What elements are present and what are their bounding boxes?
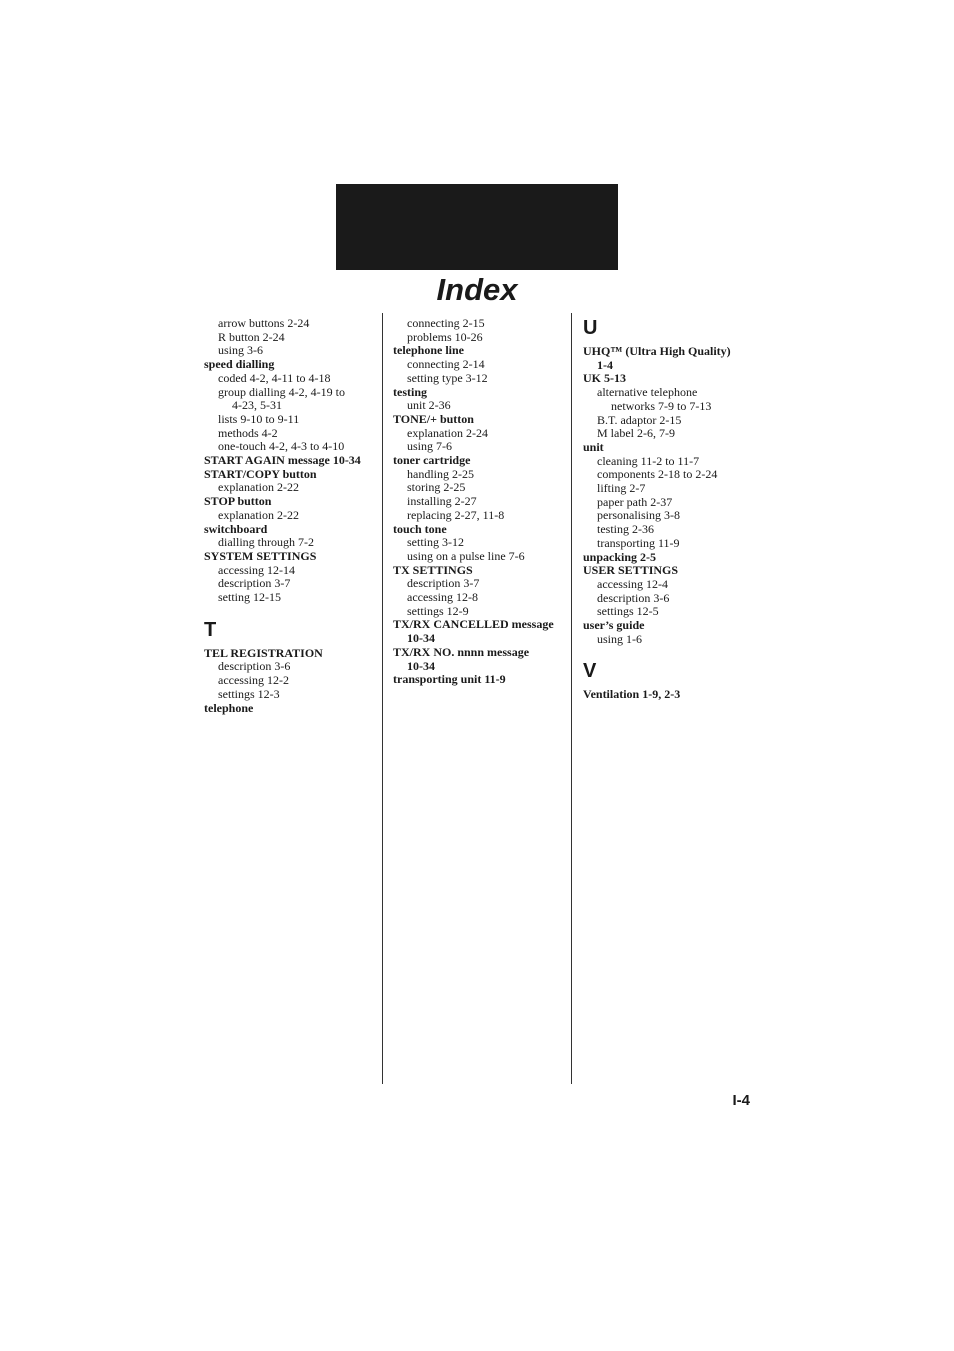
index-subentry: cleaning 11-2 to 11-7 [597,453,700,468]
column-divider [571,313,572,1084]
index-entry-continuation: 10-34 [407,658,435,673]
index-subentry: M label 2-6, 7-9 [597,426,675,441]
index-subentry: coded 4-2, 4-11 to 4-18 [218,370,331,385]
index-subentry: lifting 2-7 [597,481,646,496]
index-subentry: problems 10-26 [407,329,483,344]
index-subentry: explanation 2-22 [218,507,299,522]
index-entry: TEL REGISTRATION [204,645,323,660]
section-letter: T [204,618,217,641]
index-subentry: connecting 2-14 [407,357,485,372]
index-subentry: B.T. adaptor 2-15 [597,412,682,427]
index-column-2 [393,317,565,687]
index-subentry: components 2-18 to 2-24 [597,467,718,482]
index-entry: touch tone [393,521,447,536]
section-letter: U [583,317,598,339]
header-black-box [336,184,618,270]
page-number: I-4 [732,1092,750,1109]
index-entry: Ventilation 1-9, 2-3 [583,687,681,702]
index-column-3 [583,317,755,702]
index-entry: telephone [204,700,254,715]
index-subentry: dialling through 7-2 [218,535,314,550]
index-subentry: description 3-6 [597,590,670,605]
index-subentry: connecting 2-15 [407,316,485,330]
index-subentry: accessing 12-4 [597,576,668,591]
index-subentry: setting 3-12 [407,535,464,550]
index-entry: transporting unit 11-9 [393,672,506,687]
index-subentry: accessing 12-2 [218,673,289,688]
index-subentry: paper path 2-37 [597,494,673,509]
index-subentry: settings 12-3 [218,686,280,701]
index-entry: telephone line [393,343,464,358]
index-subentry: unit 2-36 [407,398,451,413]
index-subentry: setting type 3-12 [407,370,488,385]
index-subentry: one-touch 4-2, 4-3 to 4-10 [218,439,345,454]
column-divider [382,313,383,1084]
index-entry-continuation: 1-4 [597,357,613,372]
index-subentry: using 3-6 [218,343,263,358]
index-subentry: personalising 3-8 [597,508,680,523]
index-subentry: lists 9-10 to 9-11 [218,411,300,426]
index-subentry: storing 2-25 [407,480,466,495]
index-subentry: transporting 11-9 [597,535,680,550]
index-subentry: setting 12-15 [218,590,281,605]
index-column-1 [204,317,376,715]
index-entry: unpacking 2-5 [583,549,657,564]
index-subentry: settings 12-5 [597,604,659,619]
index-subentry-continuation: networks 7-9 to 7-13 [611,398,712,413]
index-subentry: settings 12-9 [407,603,469,618]
index-entry: START/COPY button [204,466,317,481]
index-subentry: explanation 2-24 [407,425,488,440]
index-entry: TONE/+ button [393,411,474,426]
index-subentry-continuation: 4-23, 5-31 [232,398,282,413]
index-subentry: accessing 12-8 [407,590,478,605]
index-subentry: accessing 12-14 [218,562,295,577]
index-subentry: group dialling 4-2, 4-19 to [218,384,345,399]
index-subentry: description 3-7 [218,576,291,591]
index-entry: speed dialling [204,357,275,372]
index-entry: TX/RX CANCELLED message [393,617,554,632]
index-entry: START AGAIN message 10-34 [204,453,361,468]
index-entry: TX SETTINGS [393,562,473,577]
index-subentry: testing 2-36 [597,522,654,537]
index-entry: USER SETTINGS [583,563,679,578]
index-subentry: using 1-6 [597,631,642,646]
index-subentry: replacing 2-27, 11-8 [407,507,505,522]
index-entry: unit [583,439,604,454]
index-entry: switchboard [204,521,268,536]
index-entry: STOP button [204,494,272,509]
page-title: Index [436,272,518,307]
index-subentry: using 7-6 [407,439,452,454]
index-entry: TX/RX NO. nnnn message [393,644,530,659]
index-entry: testing [393,384,427,399]
index-subentry: R button 2-24 [218,329,285,344]
index-subentry: alternative telephone [597,385,698,400]
index-subentry: installing 2-27 [407,494,477,509]
index-subentry: handling 2-25 [407,466,474,481]
index-entry: toner cartridge [393,453,471,468]
index-entry-continuation: 10-34 [407,631,435,646]
index-subentry: description 3-6 [218,659,291,674]
index-subentry: using on a pulse line 7-6 [407,548,525,563]
index-subentry: explanation 2-22 [218,480,299,495]
section-letter: V [583,660,597,683]
index-entry: UHQ™ (Ultra High Quality) [583,344,731,358]
index-subentry: arrow buttons 2-24 [218,316,310,330]
index-entry: UK 5-13 [583,371,626,386]
index-entry: user’s guide [583,618,645,633]
index-entry: SYSTEM SETTINGS [204,548,317,563]
index-subentry: methods 4-2 [218,425,278,440]
index-subentry: description 3-7 [407,576,480,591]
